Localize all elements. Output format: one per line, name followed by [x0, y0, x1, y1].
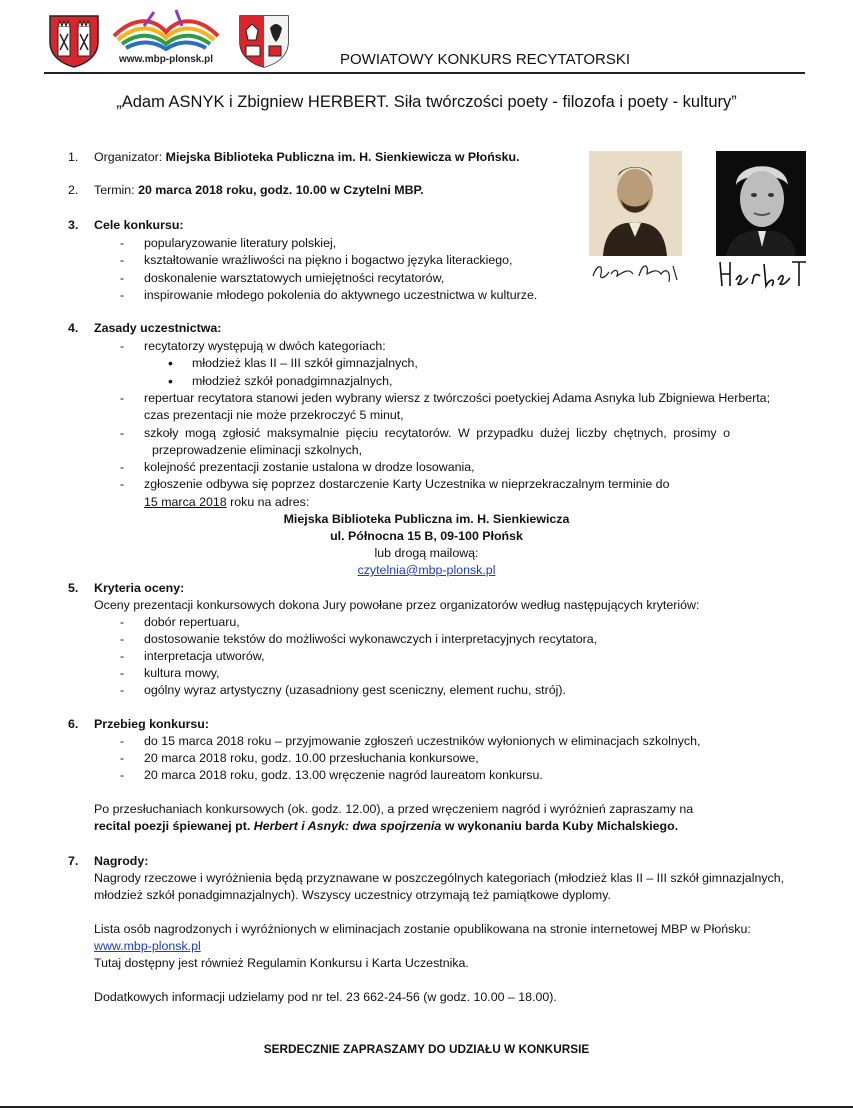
header-divider — [44, 72, 805, 74]
rule-item-continued: przeprowadzenie eliminacji szkolnych, — [152, 443, 363, 457]
rule-item: - recytatorzy występują w dwóch kategoriach: — [144, 338, 386, 354]
goal-item: - kształtowanie wrażliwości na piękno i bogactwo języka literackiego, — [144, 252, 512, 268]
section-6-number: 6. — [68, 717, 79, 731]
powiat-coat-of-arms-logo — [236, 12, 292, 68]
section-2-number: 2. — [68, 183, 79, 197]
schedule-item: - 20 marca 2018 roku, godz. 10.00 przesłuchania konkursowe, — [144, 750, 479, 766]
rule-item-text: szkoły mogą zgłosić maksymalnie pięciu recytatorów. W przypadku dużej liczby chętnych, prosimy o — [144, 426, 731, 440]
category-item: • młodzież szkół ponadgimnazjalnych, — [192, 373, 392, 389]
regulations-text: Tutaj dostępny jest również Regulamin Konkursu i Karta Uczestnika. — [94, 956, 469, 970]
contact-text: Dodatkowych informacji udzielamy pod nr tel. 23 662-24-56 (w godz. 10.00 – 18.00). — [94, 990, 557, 1004]
criteria-item: - ogólny wyraz artystyczny (uzasadniony gest sceniczny, element ruchu, strój). — [144, 682, 566, 698]
address-line-3: lub drogą mailową: — [374, 546, 479, 560]
asnyk-portrait — [589, 151, 682, 256]
section-3-title: Cele konkursu: — [94, 218, 184, 232]
footer-invitation: SERDECZNIE ZAPRASZAMY DO UDZIAŁU W KONKURSIE — [263, 1042, 590, 1056]
deadline-date: 15 marca 2018 — [144, 495, 227, 509]
email-link-row — [0, 562, 853, 578]
rule-item: - zgłoszenie odbywa się poprzez dostarczenie Karty Uczestnika w nieprzekraczalnym terminie do — [144, 476, 669, 492]
subtitle: „Adam ASNYK i Zbigniew HERBERT. Siła twórczości poety - filozofa i poety - kultury” — [116, 93, 737, 111]
schedule-item: - 20 marca 2018 roku, godz. 13.00 wręczenie nagród laureatom konkursu. — [144, 767, 543, 783]
library-logo — [104, 6, 228, 70]
goal-item: - popularyzowanie literatury polskiej, — [144, 235, 336, 251]
section-1-number: 1. — [68, 150, 79, 164]
date-value: 20 marca 2018 roku, godz. 10.00 w Czytelni MBP. — [138, 183, 424, 197]
deadline-rest: roku na adres: — [226, 495, 310, 509]
organizer-label: Organizator: — [94, 150, 166, 164]
goal-item: - inspirowanie młodego pokolenia do aktywnego uczestnictwa w kulturze. — [144, 287, 537, 303]
criteria-item: - dostosowanie tekstów do możliwości wykonawczych i interpretacyjnych recytatora, — [144, 631, 597, 647]
rule-item: - kolejność prezentacji zostanie ustalona w drodze losowania, — [144, 459, 475, 475]
criteria-intro: Oceny prezentacji konkursowych dokona Jury powołane przez organizatorów według następujących kryteriów: — [94, 598, 700, 612]
section-7-number: 7. — [68, 854, 79, 868]
category-item: • młodzież klas II – III szkół gimnazjalnych, — [192, 355, 418, 371]
schedule-item: - do 15 marca 2018 roku – przyjmowanie zgłoszeń uczestników wyłonionych w eliminacjach szkolnych, — [144, 733, 700, 749]
date-label: Termin: — [94, 183, 139, 197]
section-4-number: 4. — [68, 321, 79, 335]
plonsk-coat-of-arms-logo — [46, 12, 102, 68]
email-link[interactable]: czytelnia@mbp-plonsk.pl — [357, 563, 496, 577]
section-3-number: 3. — [68, 218, 79, 232]
herbert-signature — [716, 258, 808, 290]
recital-title: Herbert i Asnyk: dwa spojrzenia — [253, 819, 442, 833]
section-1-text — [94, 149, 520, 165]
section-6-title: Przebieg konkursu: — [94, 717, 209, 731]
rule-item — [144, 425, 804, 441]
section-4-title: Zasady uczestnictwa: — [94, 321, 222, 335]
herbert-portrait — [716, 151, 806, 256]
library-url: www.mbp-plonsk.pl — [118, 54, 214, 65]
prizes-text-1: Nagrody rzeczowe i wyróżnienia będą przyznawane w poszczególnych kategoriach (młodzież klas II – III szkół gimnazjalnych, — [94, 871, 785, 885]
recital-suffix: w wykonaniu barda Kuby Michalskiego. — [441, 819, 679, 833]
section-5-title: Kryteria oceny: — [94, 581, 185, 595]
website-link-row — [94, 938, 201, 954]
rule-item-continued: czas prezentacji nie może przekroczyć 5 minut, — [144, 408, 404, 422]
section-7-title: Nagrody: — [94, 854, 149, 868]
asnyk-signature — [589, 258, 684, 286]
criteria-item: - interpretacja utworów, — [144, 648, 265, 664]
recital-intro: Po przesłuchaniach konkursowych (ok. godz. 12.00), a przed wręczeniem nagród i wyróżnień zapraszamy na — [94, 802, 694, 816]
criteria-item: - dobór repertuaru, — [144, 614, 240, 630]
goal-item: - doskonalenie warsztatowych umiejętności recytatorów, — [144, 270, 444, 286]
contest-title: POWIATOWY KONKURS RECYTATORSKI — [340, 51, 631, 68]
section-5-number: 5. — [68, 581, 79, 595]
address-line-2: ul. Północna 15 B, 09-100 Płońsk — [330, 529, 523, 543]
recital-prefix: recital poezji śpiewanej pt. — [94, 819, 254, 833]
results-text: Lista osób nagrodzonych i wyróżnionych w eliminacjach zostanie opublikowana na stronie internetowej MBP w Płońsku: — [94, 922, 751, 936]
prizes-text-2: młodzież szkół ponadgimnazjalnych). Wszyscy uczestnicy otrzymają też pamiątkowe dyplomy. — [94, 888, 611, 902]
criteria-item: - kultura mowy, — [144, 665, 220, 681]
bottom-border — [0, 1106, 853, 1108]
organizer-value: Miejska Biblioteka Publiczna im. H. Sienkiewicza w Płońsku. — [165, 150, 520, 164]
address-line-1: Miejska Biblioteka Publiczna im. H. Sienkiewicza — [283, 512, 570, 526]
open-book-icon — [104, 6, 228, 56]
recital-line — [94, 818, 678, 834]
rule-item: - repertuar recytatora stanowi jeden wybrany wiersz z twórczości poetyckiej Adama Asnyka lub Zbigniewa Herberta; — [144, 390, 770, 406]
section-2-text — [94, 182, 424, 198]
deadline-line — [144, 494, 309, 510]
website-link[interactable]: www.mbp-plonsk.pl — [94, 939, 201, 953]
